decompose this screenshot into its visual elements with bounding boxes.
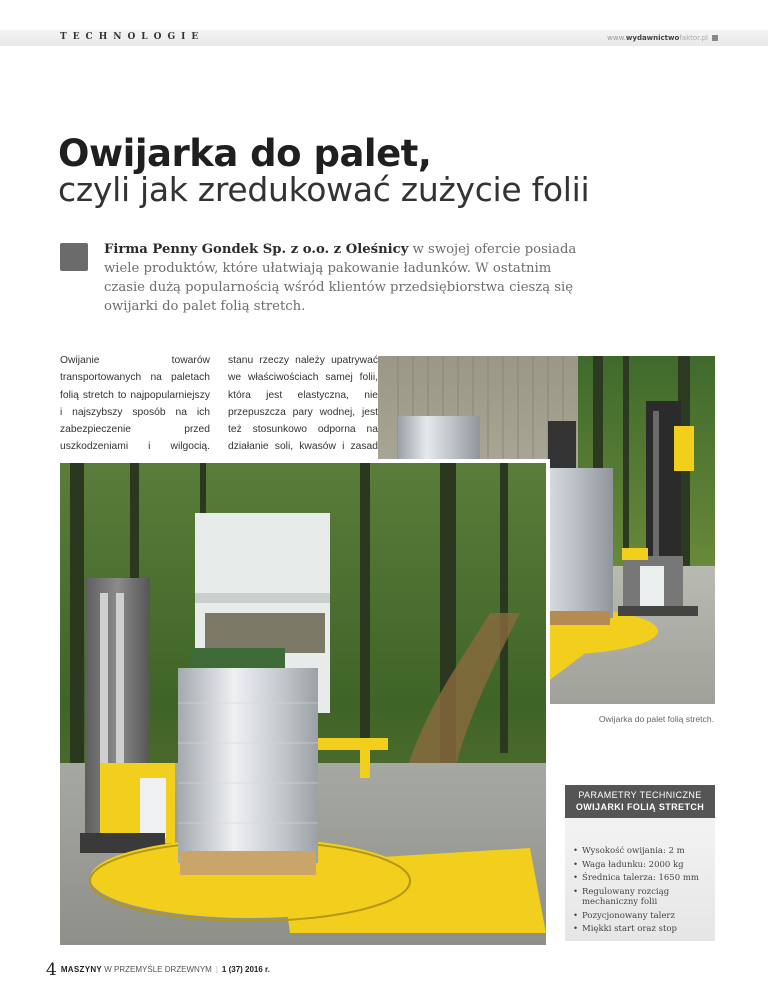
url-rest: faktor.pl <box>679 34 708 42</box>
lead-paragraph <box>104 240 594 316</box>
lead-marker-icon <box>60 243 88 271</box>
body-column-1: Owijanie towarów transportowanych na paletach folią stretch to najpopularniejszy i najszybszy sposób na ich zabezpieczenie przed uszkodzeniami i wilgocią. <box>60 355 210 453</box>
footer-separator: | <box>215 965 218 974</box>
magazine-name-bold: MASZYNY <box>60 965 103 974</box>
site-url[interactable] <box>607 34 718 42</box>
url-brand: wydawnictwo <box>625 34 680 42</box>
params-heading-line2: OWIJARKI FOLIĄ STRETCH <box>575 802 705 812</box>
page-footer <box>46 960 270 980</box>
lead-firm-name: Firma Penny Gondek Sp. z o.o. z Oleśnicy <box>104 242 409 257</box>
params-heading <box>565 785 715 818</box>
url-prefix: www. <box>607 34 626 42</box>
technical-parameters-box <box>565 785 715 941</box>
section-label: TECHNOLOGIE <box>60 32 205 42</box>
params-item: • Miękki start oraz stop <box>573 924 709 935</box>
params-heading-line1: PARAMETRY TECHNICZNE <box>578 790 702 800</box>
params-item: • Pozycjonowany talerz <box>573 911 709 922</box>
params-list <box>565 846 715 935</box>
photo-forest-wrapper <box>60 463 546 945</box>
issue-number: 1 (37) 2016 r. <box>221 965 270 974</box>
body-column-2: stanu rzeczy należy upatrywać we właściwościach samej folii, która jest elastyczna, nie przepuszcza pary wodnej, jest też stosunkowo odporna na działanie soli, kwasów i zasad <box>228 355 378 453</box>
page-number: 4 <box>46 960 57 980</box>
params-item: • Średnica talerza: 1650 mm <box>573 873 709 884</box>
params-item: • Wysokość owijania: 2 m <box>573 846 709 857</box>
params-item: • Regulowany rozciąg mechaniczny folii <box>573 887 709 908</box>
article-subtitle: czyli jak zredukować zużycie folii <box>58 170 590 209</box>
magazine-name-rest: W PRZEMYŚLE DRZEWNYM <box>102 965 212 974</box>
article-title: Owijarka do palet, <box>58 132 432 175</box>
square-icon <box>712 35 718 41</box>
photo-caption: Owijarka do palet folią stretch. <box>598 714 714 724</box>
forest-scene <box>60 463 546 945</box>
params-item: • Waga ładunku: 2000 kg <box>573 860 709 871</box>
lead-text: w swojej ofercie posiada wiele produktów, które ułatwiają pakowanie ładunków. W ostatnim czasie dużą popularnością wśród klientów przedsiębiorstwa cieszą się owijarki do palet folią stretch. <box>104 242 577 314</box>
